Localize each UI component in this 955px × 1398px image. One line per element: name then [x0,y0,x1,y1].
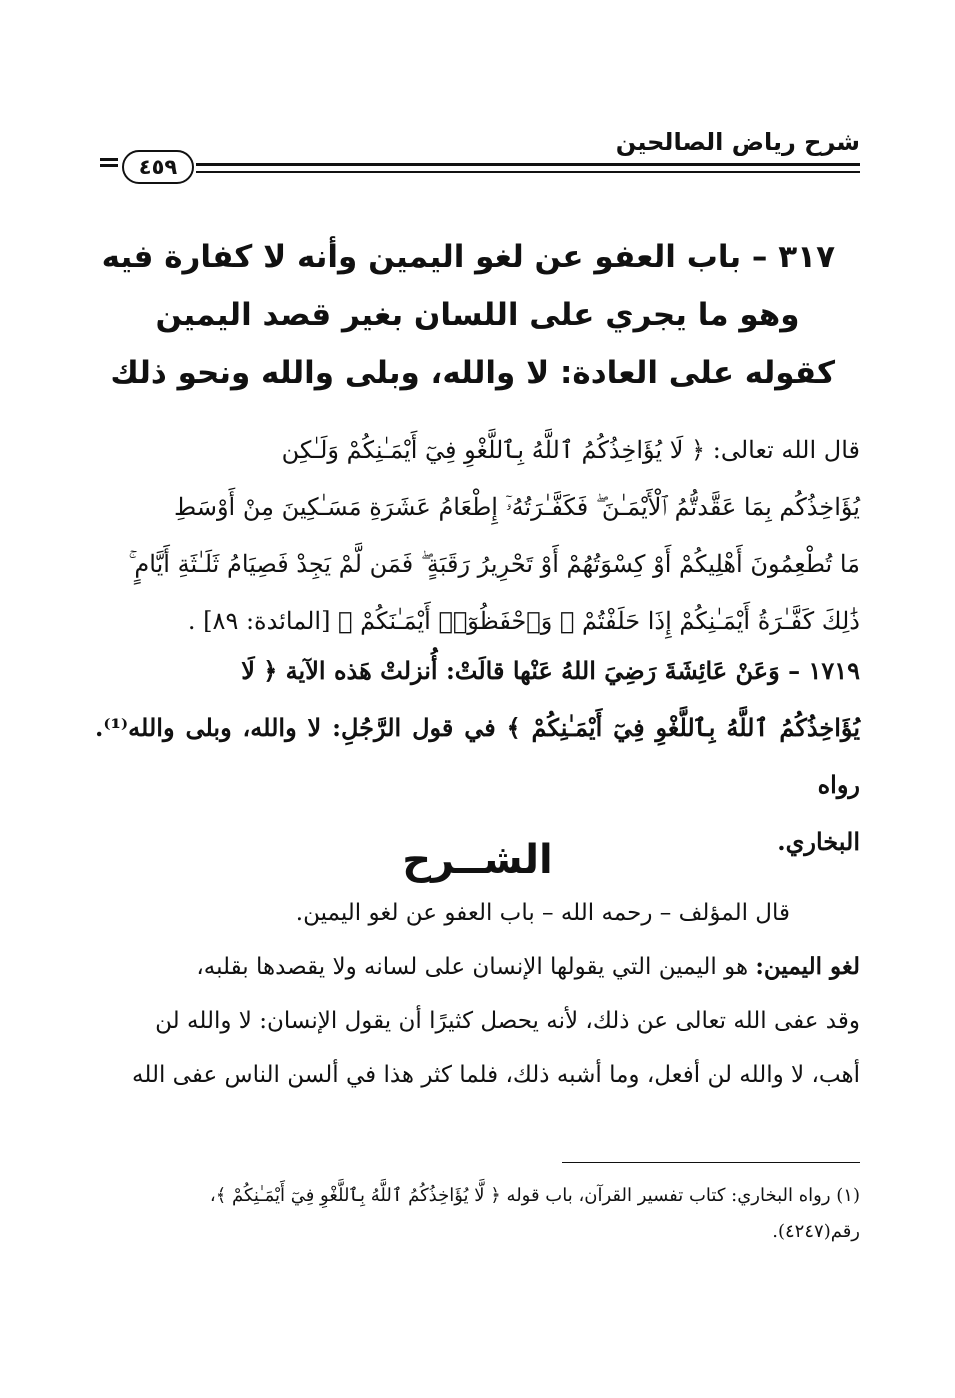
verse-line: قال الله تعالى: ﴿ لَا يُؤَاخِذُكُمُ ٱللَّهُ بِٱللَّغْوِ فِيٓ أَيْمَـٰنِكُمْ وَلَـٰكِن [281,436,860,464]
commentary-line: قال المؤلف – رحمه الله – باب العفو عن لغو اليمين. [295,900,790,926]
footnote-separator [562,1162,860,1163]
header-rule [196,163,860,173]
verse-line: ذَٰلِكَ كَفَّـٰرَةُ أَيْمَـٰنِكُمْ إِذَا حَلَفْتُمْ ۚ وَٱحْفَظُوٓا۟ أَيْمَـٰنَكُمْ ﴾ [المائدة: ٨٩] . [187,607,860,635]
verse-line: يُؤَاخِذُكُم بِمَا عَقَّدتُّمُ ٱلْأَيْمَـٰنَ ۖ فَكَفَّـٰرَتُهُۥٓ إِطْعَامُ عَشَرَةِ مَسَـٰكِينَ مِنْ أَوْسَطِ [174,493,860,521]
footnote [95,1178,860,1250]
quran-verse-block [95,422,860,650]
page-number: ٤٥٩ [122,150,194,184]
commentary-title: الشــرح [402,837,553,883]
commentary-text: هو اليمين التي يقولها الإنسان على لسانه ولا يقصدها بقلبه، [196,954,756,980]
book-title: شرح رياض الصالحين [615,128,860,156]
commentary-line: وقد عفى الله تعالى عن ذلك، لأنه يحصل كثيرًا أن يقول الإنسان: لا والله لن [155,1008,860,1034]
hadith-line: يُؤَاخِذُكُمُ ٱللَّهُ بِٱللَّغْوِ فِيٓ أَيْمَـٰنِكُمْ ﴾ في قول الرَّجُلِ: لا والله، وبلى والله⁽¹⁾. رواه [95,713,860,799]
verse-line: مَا تُطْعِمُونَ أَهْلِيكُمْ أَوْ كِسْوَتُهُمْ أَوْ تَحْرِيرُ رَقَبَةٍ ۖ فَمَن لَّمْ يَجِدْ فَصِيَامُ ثَلَـٰثَةِ أَيَّامٍ ۚ [128,550,860,578]
chapter-heading [101,228,835,402]
commentary-line [95,940,860,994]
hadith-line: ١٧١٩ – وَعَنْ عَائِشَةَ رَضِيَ اللهُ عَنْها قالَتْ: أُنزلتْ هَذه الآية ﴿ لَا [241,656,860,685]
commentary-line: أهب، لا والله لن أفعل، وما أشبه ذلك، فلما كثر هذا في ألسن الناس عفى الله [132,1062,860,1088]
running-header [100,120,860,190]
chapter-heading-line: كقوله على العادة: لا والله، وبلى والله ونحو ذلك [110,355,835,391]
chapter-heading-line: ٣١٧ – باب العفو عن لغو اليمين وأنه لا كفارة فيه [101,239,835,275]
commentary-block [95,886,860,1102]
chapter-heading-line: وهو ما يجري على اللسان بغير قصد اليمين [155,297,800,333]
hadith-line: البخاري. [777,827,860,856]
footnote-line: (١) رواه البخاري: كتاب تفسير القرآن، باب قوله ﴿ لَّا يُؤَاخِذُكُمُ ٱللَّهُ بِٱللَّغْوِ فِيٓ أَيْمَـٰنِكُمْ ﴾، [209,1185,860,1206]
footnote-line: رقم(٤٢٤٧). [772,1221,860,1242]
header-ornament [100,158,118,167]
term-definition: لغو اليمين: [755,953,860,980]
